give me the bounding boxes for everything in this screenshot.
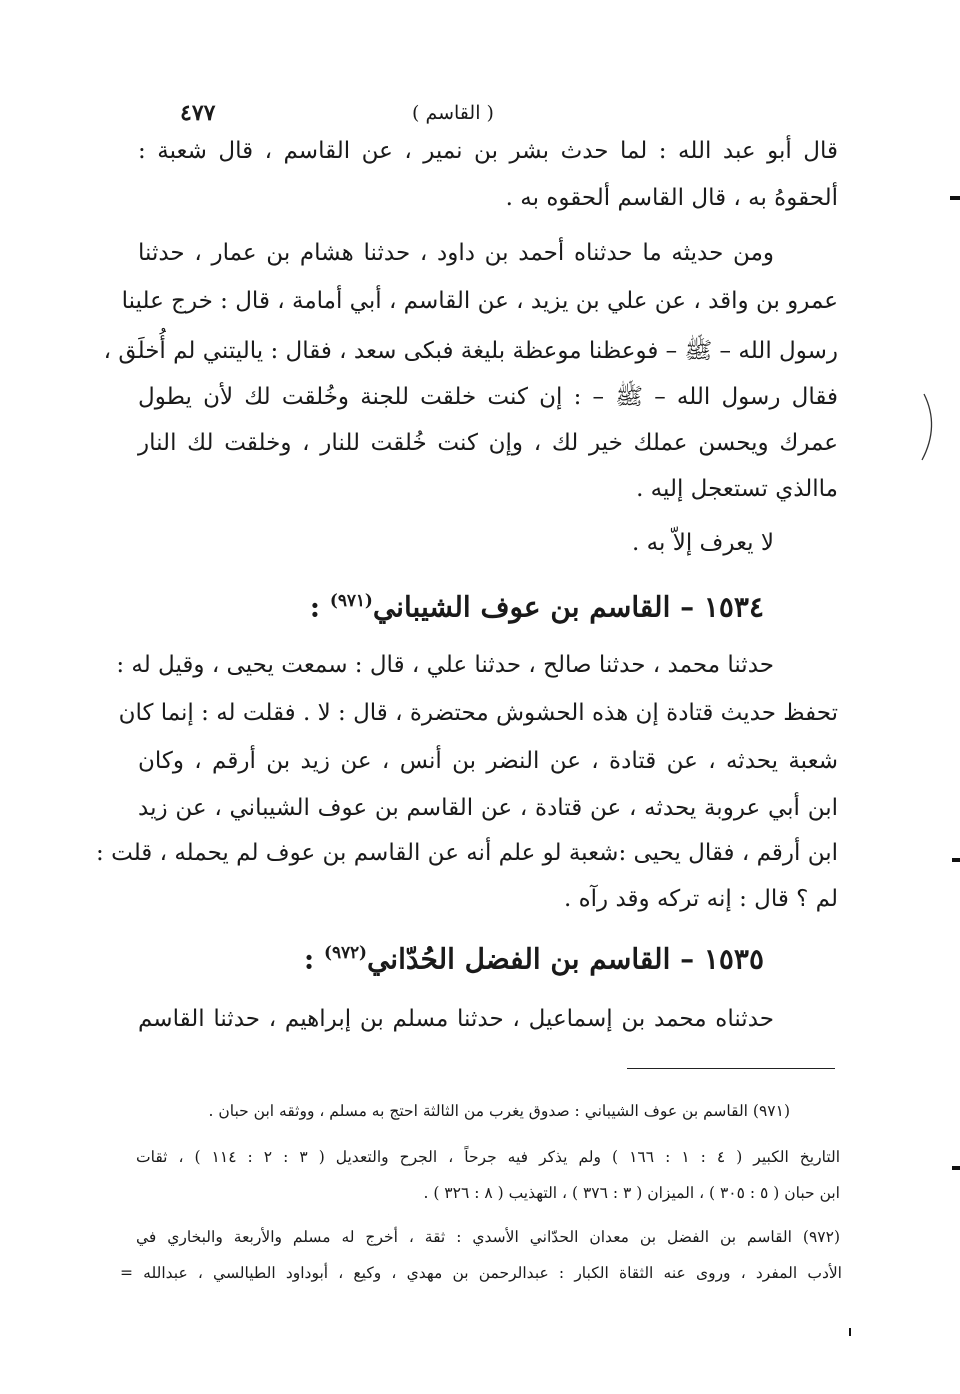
text-line: ابن أبي عروبة يحدثه ، عن قتادة ، عن القاسم بن عوف الشيباني ، عن زيد bbox=[138, 795, 838, 821]
text-line: قال أبو عبد الله : لما حدث بشر بن نمير ، عن القاسم ، قال شعبة : bbox=[138, 138, 838, 164]
text-line: لم ؟ قال : إنه تركه وقد رآه . bbox=[563, 886, 838, 912]
footnote-ref: (٩٧٢) bbox=[323, 942, 367, 962]
text-line: عمرو بن واقد ، عن علي بن يزيد ، عن القاسم ، أبي أمامة ، قال : خرج علينا bbox=[121, 288, 838, 314]
entry-number: ١٥٣٤ bbox=[703, 590, 764, 624]
footnote-line: (٩٧١) القاسم بن عوف الشيباني : صدوق يغرب من الثالثة احتج به مسلم ، ووثقه ابن حبان . bbox=[208, 1102, 790, 1120]
running-title: ( القاسم ) bbox=[412, 102, 494, 124]
entry-dash: – bbox=[680, 590, 695, 624]
entry-colon: : bbox=[303, 942, 315, 976]
entry-colon: : bbox=[309, 590, 321, 624]
footnote-separator bbox=[627, 1068, 835, 1069]
text-line: شعبة يحدثه ، عن قتادة ، عن النضر بن أنس ، عن زيد بن أرقم ، وكان bbox=[138, 748, 838, 774]
scan-margin-stroke bbox=[918, 392, 942, 464]
text-line: ابن أرقم ، فقال يحيى :شعبة لو علم أنه عن القاسم بن عوف لم يحمله ، قلت : bbox=[96, 840, 838, 866]
text-line: ألحقوهُ به ، قال القاسم ألحقوه به . bbox=[505, 185, 838, 211]
entry-heading bbox=[310, 590, 764, 623]
text-line: ماالذي تستعجل إليه . bbox=[636, 476, 838, 502]
entry-heading bbox=[304, 942, 764, 975]
footnote-line: الأدب المفرد ، وروى عنه الثقاة الكبار : عبدالرحمن بن مهدي ، وكيع ، أبوداود الطيالسي ، عبدالله = bbox=[120, 1264, 842, 1282]
footnote-ref: (٩٧١) bbox=[329, 590, 373, 610]
text-line: تحفظ حديث قتادة إن هذه الحشوش محتضرة ، قال : لا . فقلت له : إنما كان bbox=[118, 700, 838, 726]
scan-edge-mark bbox=[849, 1328, 851, 1336]
entry-number: ١٥٣٥ bbox=[703, 942, 764, 976]
text-line: فقال رسول الله – ﷺ – : إن كنت خلقت للجنة وخُلقت لك لأن يطول bbox=[138, 384, 838, 410]
footnote-line: ابن حبان ( ٥ : ٣٠٥ ) ، الميزان ( ٣ : ٣٧٦ ) ، التهذيب ( ٨ : ٣٢٦ ) . bbox=[423, 1184, 840, 1202]
scan-edge-mark bbox=[950, 196, 960, 200]
entry-name: القاسم بن الفضل الحُدّاني bbox=[366, 942, 671, 976]
footnote-line: التاريخ الكبير ( ٤ : ١ : ١٦٦ ) ولم يذكر فيه جرحاً ، الجرح والتعديل ( ٣ : ٢ : ١١٤ ) ، ثقات bbox=[136, 1148, 841, 1166]
page-number: ٤٧٧ bbox=[180, 100, 216, 126]
scan-edge-mark bbox=[952, 1166, 960, 1170]
entry-name: القاسم بن عوف الشيباني bbox=[372, 590, 671, 624]
text-line: ومن حديثه ما حدثناه أحمد بن داود ، حدثنا هشام بن عمار ، حدثنا bbox=[138, 240, 774, 266]
text-line: عمرك ويحسن عملك خير لك ، وإن كنت خُلقت للنار ، وخلقت لك النار bbox=[138, 430, 838, 456]
entry-dash: – bbox=[680, 942, 695, 976]
text-line: حدثنا محمد ، حدثنا صالح ، حدثنا علي ، قال : سمعت يحيى ، وقيل له : bbox=[116, 652, 774, 678]
text-line: حدثناه محمد بن إسماعيل ، حدثنا مسلم بن إبراهيم ، حدثنا القاسم bbox=[138, 1006, 774, 1032]
scan-edge-mark bbox=[952, 858, 960, 862]
footnote-line: (٩٧٢) القاسم بن الفضل بن معدان الحدّاني الأسدي : ثقة ، أخرج له مسلم والأربعة والبخاري في bbox=[136, 1228, 840, 1246]
text-line: رسول الله – ﷺ – فوعظنا موعظة بليغة فبكى سعد ، فقال : ياليتني لم أُخلَق ، bbox=[103, 338, 838, 364]
text-line: لا يعرف إلاّ به . bbox=[632, 530, 774, 556]
